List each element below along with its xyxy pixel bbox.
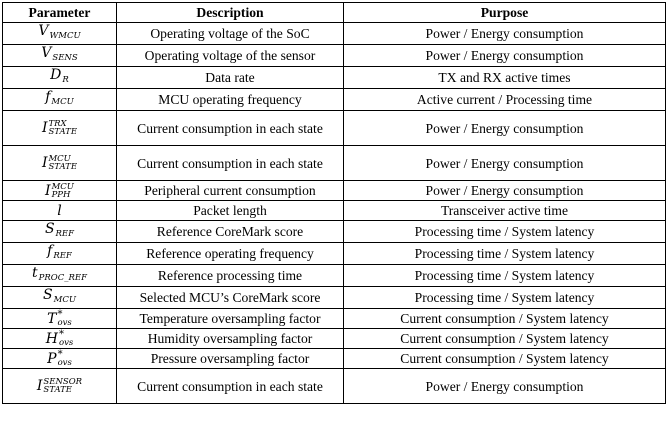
purpose-cell: Power / Energy consumption xyxy=(344,181,666,201)
parameter-cell xyxy=(3,349,117,369)
symbol-base: I xyxy=(36,378,43,394)
table-row xyxy=(3,349,666,369)
purpose-cell: Processing time / System latency xyxy=(344,243,666,265)
symbol-subscript: PROC_REF xyxy=(38,273,87,283)
symbol-base: l xyxy=(57,202,62,219)
symbol-subscript: ovs xyxy=(57,317,72,328)
symbol-base: D xyxy=(50,67,62,83)
parameter-cell xyxy=(3,369,117,404)
symbol-subscript: ovs xyxy=(57,357,72,368)
table-row xyxy=(3,329,666,349)
parameter-cell xyxy=(3,243,117,265)
parameter-symbol xyxy=(45,328,74,348)
parameter-symbol xyxy=(32,265,87,281)
symbol-superscript: TRX xyxy=(48,119,67,129)
symbol-superscript: * xyxy=(57,348,63,360)
symbol-superscript: * xyxy=(57,308,63,320)
parameter-symbol xyxy=(45,221,74,237)
purpose-cell: Current consumption / System latency xyxy=(344,309,666,329)
symbol-base: t xyxy=(32,265,38,281)
symbol-base: f xyxy=(47,243,53,259)
purpose-cell: Current consumption / System latency xyxy=(344,349,666,369)
parameter-cell xyxy=(3,45,117,67)
symbol-subscript: PPH xyxy=(51,189,71,200)
symbol-base: I xyxy=(41,120,48,136)
header-purpose: Purpose xyxy=(344,3,666,23)
symbol-base: V xyxy=(41,45,52,61)
description-cell: Reference operating frequency xyxy=(117,243,344,265)
parameter-symbol xyxy=(37,378,82,394)
symbol-base: I xyxy=(41,155,48,171)
parameter-symbol xyxy=(42,155,77,171)
symbol-subscript: MCU xyxy=(53,295,76,305)
symbol-subscript: REF xyxy=(55,229,75,239)
description-cell: Operating voltage of the sensor xyxy=(117,45,344,67)
purpose-cell: Power / Energy consumption xyxy=(344,45,666,67)
symbol-superscript: * xyxy=(58,328,64,340)
table-row xyxy=(3,181,666,201)
symbol-base: S xyxy=(43,287,53,303)
table-row xyxy=(3,67,666,89)
parameter-cell xyxy=(3,287,117,309)
symbol-superscript: SENSOR xyxy=(43,377,83,387)
symbol-subscript: STATE xyxy=(48,127,78,137)
parameter-cell xyxy=(3,67,117,89)
symbol-base: P xyxy=(47,350,57,367)
symbol-subscript: REF xyxy=(53,251,72,261)
symbol-superscript: MCU xyxy=(48,154,71,164)
parameter-symbol xyxy=(47,243,72,259)
table-header-row xyxy=(3,3,666,23)
description-cell: Operating voltage of the SoC xyxy=(117,23,344,45)
header-parameter: Parameter xyxy=(3,3,117,23)
header-description: Description xyxy=(117,3,344,23)
parameter-cell xyxy=(3,265,117,287)
parameter-cell xyxy=(3,309,117,329)
parameter-cell xyxy=(3,221,117,243)
purpose-cell: TX and RX active times xyxy=(344,67,666,89)
parameter-symbol xyxy=(47,348,72,368)
description-cell: Pressure oversampling factor xyxy=(117,349,344,369)
purpose-cell: Power / Energy consumption xyxy=(344,111,666,146)
parameter-symbol xyxy=(45,183,74,199)
parameter-symbol xyxy=(41,45,77,61)
purpose-cell: Power / Energy consumption xyxy=(344,23,666,45)
table-row xyxy=(3,146,666,181)
table-body xyxy=(3,23,666,404)
description-cell: Reference CoreMark score xyxy=(117,221,344,243)
symbol-subscript: STATE xyxy=(43,385,72,395)
parameter-symbol xyxy=(57,203,61,219)
purpose-cell: Processing time / System latency xyxy=(344,287,666,309)
parameter-cell xyxy=(3,201,117,221)
symbol-base: V xyxy=(38,23,49,39)
purpose-cell: Power / Energy consumption xyxy=(344,146,666,181)
symbol-base: I xyxy=(45,182,51,199)
symbol-subscript: R xyxy=(62,75,69,85)
table-row xyxy=(3,287,666,309)
description-cell: Reference processing time xyxy=(117,265,344,287)
table-row xyxy=(3,89,666,111)
symbol-subscript: STATE xyxy=(48,162,78,172)
description-cell: Packet length xyxy=(117,201,344,221)
parameter-cell xyxy=(3,329,117,349)
purpose-cell: Power / Energy consumption xyxy=(344,369,666,404)
symbol-base: H xyxy=(45,330,58,347)
parameter-cell xyxy=(3,146,117,181)
description-cell: Humidity oversampling factor xyxy=(117,329,344,349)
symbol-subscript: MCU xyxy=(51,97,74,107)
symbol-subscript: ovs xyxy=(58,337,74,348)
symbol-superscript: MCU xyxy=(51,181,74,192)
description-cell: Temperature oversampling factor xyxy=(117,309,344,329)
parameter-symbol xyxy=(42,120,77,136)
parameter-symbol xyxy=(38,23,80,39)
table-row xyxy=(3,309,666,329)
parameter-symbol xyxy=(50,67,69,83)
symbol-base: S xyxy=(44,221,55,237)
symbol-base: T xyxy=(47,310,57,327)
table-row xyxy=(3,265,666,287)
parameter-cell xyxy=(3,111,117,146)
symbol-base: f xyxy=(45,89,51,105)
parameter-symbol xyxy=(45,89,74,105)
purpose-cell: Active current / Processing time xyxy=(344,89,666,111)
table-row xyxy=(3,221,666,243)
description-cell: Selected MCU’s CoreMark score xyxy=(117,287,344,309)
description-cell: Current consumption in each state xyxy=(117,146,344,181)
purpose-cell: Processing time / System latency xyxy=(344,221,666,243)
parameter-cell xyxy=(3,23,117,45)
table-row xyxy=(3,243,666,265)
parameter-symbol xyxy=(43,287,76,303)
description-cell: Current consumption in each state xyxy=(117,111,344,146)
parameter-table xyxy=(2,2,666,404)
table-row xyxy=(3,201,666,221)
description-cell: MCU operating frequency xyxy=(117,89,344,111)
table-row xyxy=(3,45,666,67)
purpose-cell: Processing time / System latency xyxy=(344,265,666,287)
table-row xyxy=(3,369,666,404)
table-row xyxy=(3,111,666,146)
symbol-subscript: WMCU xyxy=(49,31,81,41)
parameter-cell xyxy=(3,89,117,111)
purpose-cell: Current consumption / System latency xyxy=(344,329,666,349)
description-cell: Data rate xyxy=(117,67,344,89)
table-row xyxy=(3,23,666,45)
parameter-cell xyxy=(3,181,117,201)
purpose-cell: Transceiver active time xyxy=(344,201,666,221)
symbol-subscript: SENS xyxy=(52,53,78,63)
parameter-symbol xyxy=(47,308,72,328)
description-cell: Peripheral current consumption xyxy=(117,181,344,201)
description-cell: Current consumption in each state xyxy=(117,369,344,404)
